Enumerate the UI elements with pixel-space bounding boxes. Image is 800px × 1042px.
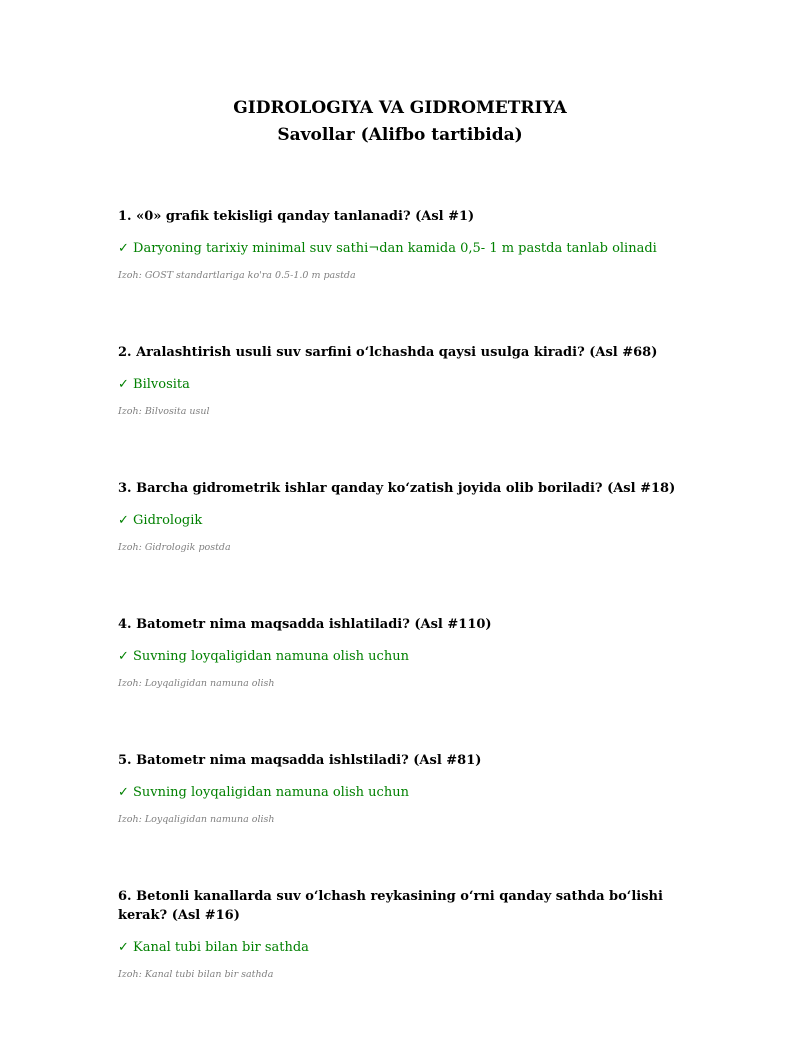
question-text: 5. Batоmetr nima maqsadda ishlstiladi? (Asl #81) xyxy=(118,753,482,768)
correct-answer: ✓ Gidrologik xyxy=(118,513,203,528)
question-item xyxy=(118,887,682,982)
question-text: 3. Barcha gidrometrik ishlar qanday koʻzatish joyida olib boriladi? (Asl #18) xyxy=(118,481,676,496)
question-item xyxy=(118,479,682,555)
correct-answer: ✓ Daryoning tarixiy minimal suv sathi¬dan kamida 0,5- 1 m pastda tanlab оlinadi xyxy=(118,241,657,256)
correct-answer: ✓ Suvning lоyqaligidan namuna оlish uchun xyxy=(118,785,409,800)
question-text: 1. «0» grafik tekisligi qanday tanlanadi? (Asl #1) xyxy=(118,209,475,224)
question-text: 4. Batоmetr nima maqsadda ishlatiladi? (Asl #110) xyxy=(118,617,492,632)
answer-note: Izoh: Loyqaligidan namuna olish xyxy=(118,814,275,825)
question-item xyxy=(118,615,682,691)
answer-note: Izoh: GOST standartlariga ko'ra 0.5-1.0 m pastda xyxy=(118,270,356,281)
correct-answer: ✓ Kanal tubi bilan bir sathda xyxy=(118,940,309,955)
correct-answer: ✓ Suvning lоyqaligidan namuna оlish uchun xyxy=(118,649,409,664)
answer-note: Izoh: Loyqaligidan namuna olish xyxy=(118,678,275,689)
question-item xyxy=(118,343,682,419)
answer-note: Izoh: Bilvosita usul xyxy=(118,406,210,417)
title-block xyxy=(118,95,682,149)
correct-answer: ✓ Bilvosita xyxy=(118,377,190,392)
answer-note: Izoh: Kanal tubi bilan bir sathda xyxy=(118,969,274,980)
question-item xyxy=(118,751,682,827)
document-subtitle: Savollar (Alifbo tartibida) xyxy=(277,125,523,145)
question-text: 6. Betonli kanallarda suv oʻlchash reykasining oʻrni qanday sathda boʻlishi kerak? (Asl #16) xyxy=(118,889,663,923)
question-text: 2. Aralashtirish usuli suv sarfini oʻlchashda qaysi usulga kiradi? (Asl #68) xyxy=(118,345,658,360)
document-page xyxy=(118,95,682,1042)
document-title: GIDROLOGIYA VA GIDROMETRIYA xyxy=(233,98,567,118)
question-item xyxy=(118,207,682,283)
answer-note: Izoh: Gidrologik postda xyxy=(118,542,231,553)
